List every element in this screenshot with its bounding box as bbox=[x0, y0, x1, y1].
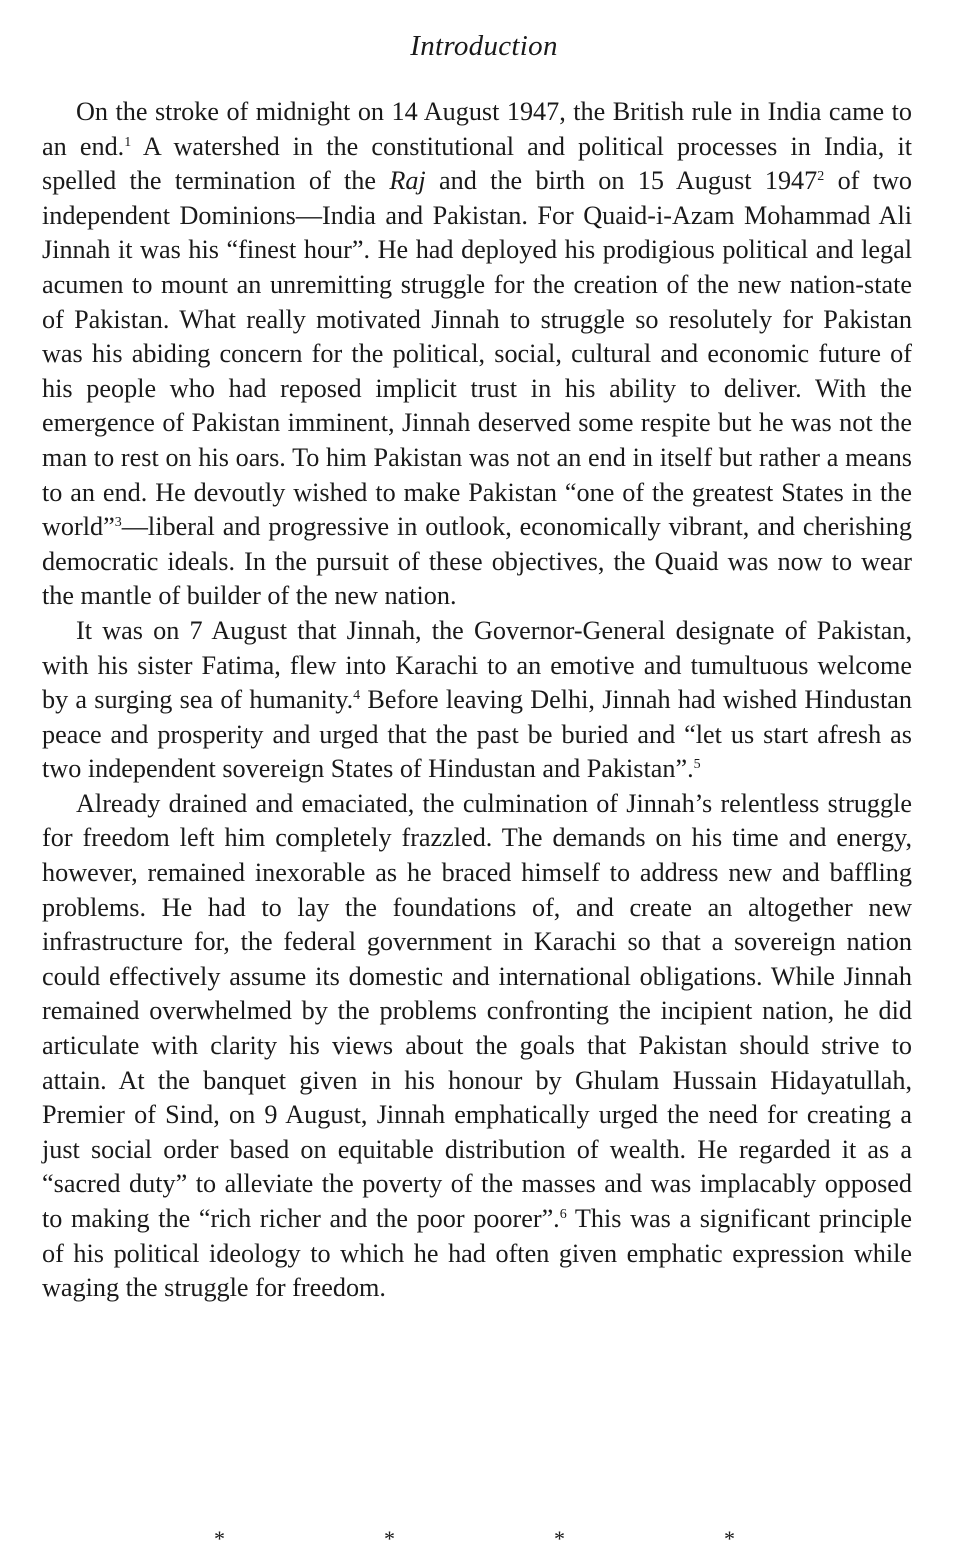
paragraph-2 bbox=[42, 614, 912, 787]
footnote-ref: 3 bbox=[114, 515, 122, 531]
italic-term: Raj bbox=[389, 166, 426, 196]
running-head-title: Introduction bbox=[410, 30, 558, 62]
section-break-asterisk: * bbox=[384, 1526, 395, 1551]
footnote-ref: 1 bbox=[124, 134, 132, 150]
text-run: and the birth on 15 August 1947 bbox=[425, 166, 818, 196]
section-break bbox=[0, 1528, 968, 1558]
text-run: Already drained and emaciated, the culmination of Jinnah’s relentless struggle for freedom left him completely frazzled. The demands on his time and energy, however, remained inexorable as he braced himself to address new and baffling problems. He had to lay the foundations of, and create an altogether new infrastructure for, the federal government in Karachi so that a sovereign nation could effectively assume its domestic and international obligations. While Jinnah remained overwhelmed by the problems confronting the incipient nation, he did articulate with clarity his views about the goals that Pakistan should strive to attain. At the banquet given in his honour by Ghulam Hussain Hidayatullah, Premier of Sind, on 9 August, Jinnah emphatically urged the need for creating a just social order based on equitable distribution of wealth. He regarded it as a “sacred duty” to alleviate the poverty of the masses and was implacably opposed to making the “rich richer and the poor poorer”. bbox=[42, 788, 912, 1233]
text-run: It was on 7 August that Jinnah, the Governor-General designate of Pakistan, with his sister Fatima, flew into Karachi to an emotive and tumultuous welcome by a surging sea of humanity. bbox=[42, 615, 912, 715]
body-text bbox=[42, 95, 912, 1306]
paragraph-1 bbox=[42, 95, 912, 614]
section-break-asterisk: * bbox=[554, 1526, 565, 1551]
text-run: On the stroke of midnight on 14 August 1947, the British rule in India came to an end. bbox=[42, 97, 912, 161]
paragraph-3 bbox=[42, 787, 912, 1306]
text-run: This was a significant principle of his political ideology to which he had often given emphatic expression while waging the struggle for freedom. bbox=[42, 1204, 912, 1303]
footnote-ref: 5 bbox=[693, 757, 701, 773]
footnote-ref: 6 bbox=[559, 1207, 567, 1222]
text-run: Before leaving Delhi, Jinnah had wished Hindustan peace and prosperity and urged that the past be buried and “let us start afresh as two independent sovereign States of Hindustan and Pakistan”. bbox=[42, 685, 912, 784]
section-break-asterisk: * bbox=[724, 1526, 735, 1551]
footnote-ref: 2 bbox=[817, 169, 825, 185]
section-break-asterisk: * bbox=[214, 1526, 225, 1551]
footnote-ref: 4 bbox=[353, 688, 361, 704]
text-run: A watershed in the constitutional and political processes in India, it spelled the termination of the bbox=[42, 131, 913, 196]
text-run: —liberal and progressive in outlook, economically vibrant, and cherishing democratic ideals. In the pursuit of these objectives, the Quaid was now to wear the mantle of builder of the new nation. bbox=[42, 512, 912, 611]
text-run: of two independent Dominions—India and Pakistan. For Quaid-i-Azam Mohammad Ali Jinnah it was his “finest hour”. He had deployed his prodigious political and legal acumen to mount an unremitting struggle for the creation of the new nation-state of Pakistan. What really motivated Jinnah to struggle so resolutely for Pakistan was his abiding concern for the political, social, cultural and economic future of his people who had reposed implicit trust in his ability to deliver. With the emergence of Pakistan imminent, Jinnah deserved some respite but he was not the man to rest on his oars. To him Pakistan was not an end in itself but rather a means to an end. He devoutly wished to make Pakistan “one of the greatest States in the world” bbox=[42, 166, 912, 542]
